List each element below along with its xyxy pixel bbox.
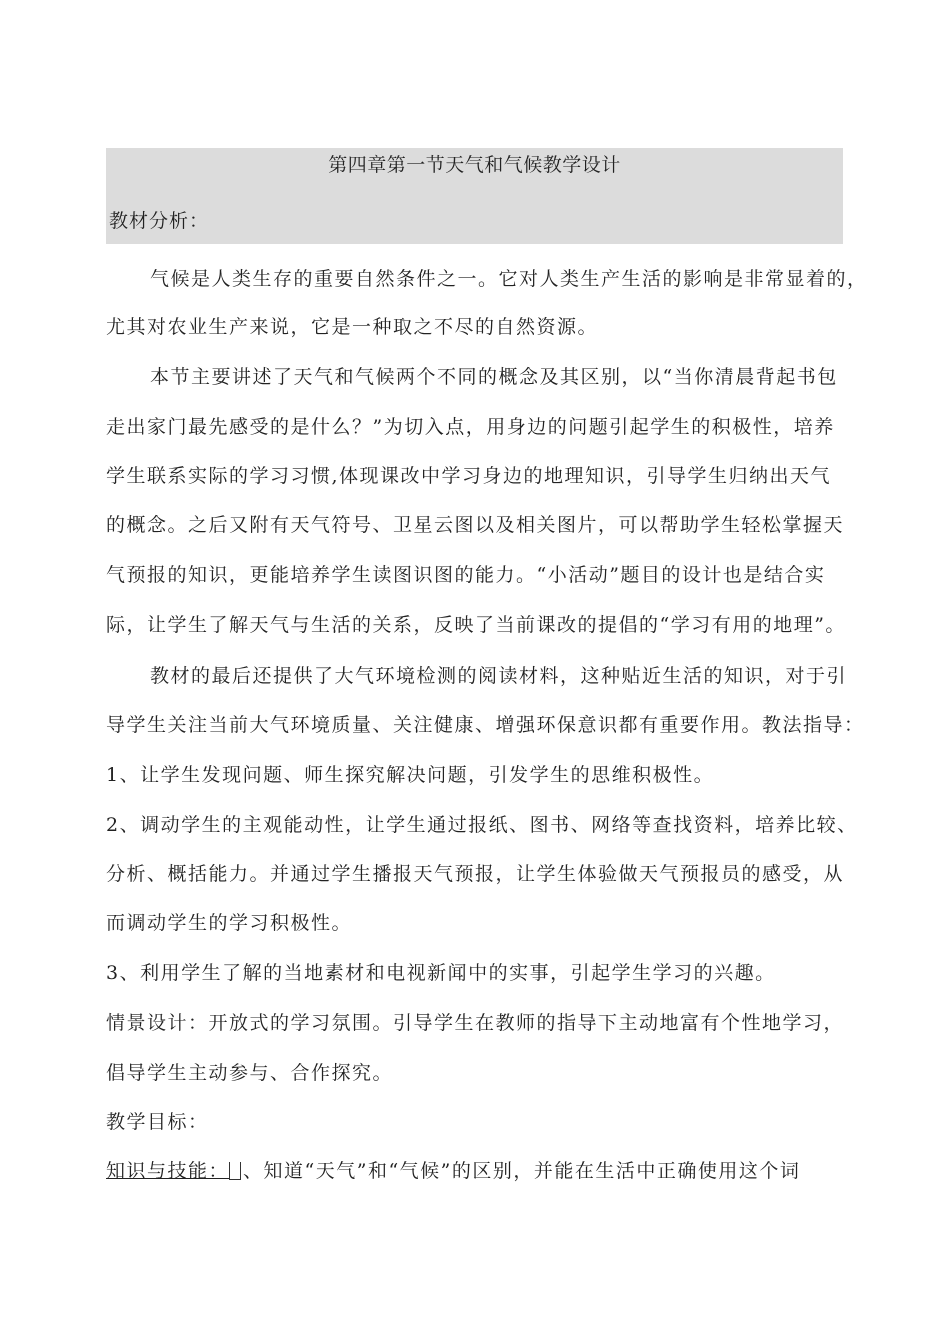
section-heading-analysis: 教材分析：	[109, 210, 210, 232]
paragraph-line: 尤其对农业生产来说，它是一种取之不尽的自然资源。	[106, 316, 599, 338]
document-title: 第四章第一节天气和气候教学设计	[328, 154, 621, 176]
paragraph-line: 而调动学生的学习积极性。	[106, 912, 353, 934]
paragraph-line: 情景设计：开放式的学习氛围。引导学生在教师的指导下主动地富有个性地学习，	[106, 1012, 845, 1034]
paragraph-line: 走出家门最先感受的是什么？”为切入点，用身边的问题引起学生的积极性，培养	[106, 416, 835, 438]
paragraph-line: 气预报的知识，更能培养学生读图识图的能力。“小活动”题目的设计也是结合实	[106, 564, 826, 586]
section-heading-objectives: 教学目标：	[106, 1111, 209, 1133]
paragraph-line: 导学生关注当前大气环境质量、关注健康、增强环保意识都有重要作用。教法指导：	[106, 714, 865, 736]
paragraph-line: 学生联系实际的学习习惯,体现课改中学习身边的地理知识，引导学生归纳出天气	[106, 465, 832, 487]
list-marker-icon	[229, 1162, 241, 1180]
paragraph-line: 的概念。之后又附有天气符号、卫星云图以及相关图片，可以帮助学生轻松掌握天	[106, 514, 845, 536]
title-block	[106, 148, 843, 244]
list-item: 3、利用学生了解的当地素材和电视新闻中的实事，引起学生学习的兴趣。	[106, 962, 776, 984]
list-item: 1、让学生发现问题、师生探究解决问题，引发学生的思维积极性。	[106, 764, 715, 786]
knowledge-text: 、知道“天气”和“气候”的区别，并能在生活中正确使用这个词	[243, 1160, 801, 1182]
paragraph-line: 本节主要讲述了天气和气候两个不同的概念及其区别，以“当你清晨背起书包	[150, 366, 838, 388]
paragraph-line: 倡导学生主动参与、合作探究。	[106, 1062, 394, 1084]
knowledge-line	[106, 1158, 800, 1184]
paragraph-line: 分析、概括能力。并通过学生播报天气预报，让学生体验做天气预报员的感受，从	[106, 863, 845, 885]
knowledge-label: 知识与技能：	[106, 1160, 230, 1182]
paragraph-line: 际，让学生了解天气与生活的关系，反映了当前课改的提倡的“学习有用的地理”。	[106, 614, 846, 636]
list-item: 2、调动学生的主观能动性，让学生通过报纸、图书、网络等查找资料，培养比较、	[106, 814, 858, 836]
paragraph-line: 教材的最后还提供了大气环境检测的阅读材料，这种贴近生活的知识，对于引	[150, 665, 848, 687]
paragraph-line: 气候是人类生存的重要自然条件之一。它对人类生产生活的影响是非常显着的，	[150, 268, 868, 290]
